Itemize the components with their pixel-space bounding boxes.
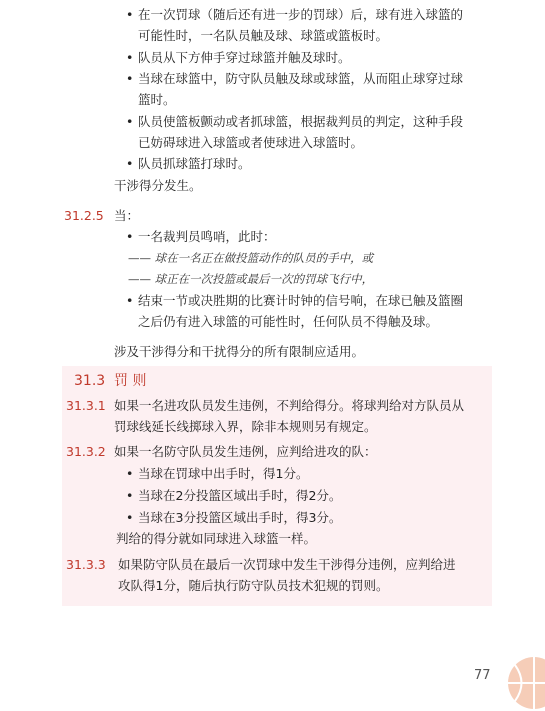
bullet-text: 篮时。 xyxy=(138,92,176,107)
rule-text: 罚球线延长线掷球入界，除非本规则另有规定。 xyxy=(114,419,377,434)
bullet-text: 当球在2分投篮区域出手时，得2分。 xyxy=(138,488,342,503)
closing-text: 涉及干涉得分和干扰得分的所有限制应适用。 xyxy=(114,344,365,359)
bullet-dot: • xyxy=(126,293,134,308)
bullet-dot: • xyxy=(126,156,134,171)
rule-number: 31.3.3 xyxy=(66,557,106,572)
bullet-text: 队员从下方伸手穿过球篮并触及球时。 xyxy=(138,50,351,65)
bullet-text: 已妨碍球进入球篮或者使球进入球篮时。 xyxy=(138,135,364,150)
bullet-text: 之后仍有进入球篮的可能性时，任何队员不得触及球。 xyxy=(138,314,439,329)
rule-number: 31.3.1 xyxy=(66,398,106,413)
bullet-text: 结束一节或决胜期的比赛计时钟的信号响，在球已触及篮圈 xyxy=(138,293,464,308)
rule-text: 如果一名进攻队员发生违例，不判给得分。将球判给对方队员从 xyxy=(114,398,465,413)
rule-number: 31.2.5 xyxy=(64,208,104,223)
rule-intro: 当： xyxy=(114,208,140,223)
bullet-text: 队员抓球篮打球时。 xyxy=(138,156,251,171)
closing-text: 判给的得分就如同球进入球篮一样。 xyxy=(116,531,317,546)
bullet-dot: • xyxy=(126,50,134,65)
rule-number: 31.3.2 xyxy=(66,444,106,459)
bullet-dot: • xyxy=(126,510,134,525)
bullet-text: 当球在球篮中，防守队员触及球或球篮，从而阻止球穿过球 xyxy=(138,71,464,86)
bullet-text: 当球在3分投篮区域出手时，得3分。 xyxy=(138,510,342,525)
bullet-text: 可能性时，一名队员触及球、球篮或篮板时。 xyxy=(138,28,389,43)
rule-text: 攻队得1分，随后执行防守队员技术犯规的罚则。 xyxy=(118,578,389,593)
bullet-text: 一名裁判员鸣哨，此时： xyxy=(138,229,276,244)
section-number: 31.3 xyxy=(74,373,106,389)
bullet-dot: • xyxy=(126,114,134,129)
bullet-dot: • xyxy=(126,488,134,503)
page-number: 77 xyxy=(474,668,491,683)
dash-item: —— 球在一名正在做投篮动作的队员的手中，或 xyxy=(128,251,374,265)
bullet-text: 队员使篮板颤动或者抓球篮，根据裁判员的判定，这种手段 xyxy=(138,114,464,129)
rule-text: 如果一名防守队员发生违例，应判给进攻的队： xyxy=(114,444,377,459)
rule-text: 如果防守队员在最后一次罚球中发生干涉得分违例，应判给进 xyxy=(118,557,456,572)
bullet-dot: • xyxy=(126,229,134,244)
basketball-icon xyxy=(506,655,545,711)
dash-item: —— 球正在一次投篮或最后一次的罚球飞行中， xyxy=(128,272,374,286)
bullet-text: 在一次罚球（随后还有进一步的罚球）后，球有进入球篮的 xyxy=(138,7,464,22)
section-title: 罚 则 xyxy=(114,373,147,389)
bullet-dot: • xyxy=(126,466,134,481)
bullet-dot: • xyxy=(126,7,134,22)
conclusion-text: 干涉得分发生。 xyxy=(114,178,202,193)
bullet-dot: • xyxy=(126,71,134,86)
bullet-text: 当球在罚球中出手时，得1分。 xyxy=(138,466,309,481)
